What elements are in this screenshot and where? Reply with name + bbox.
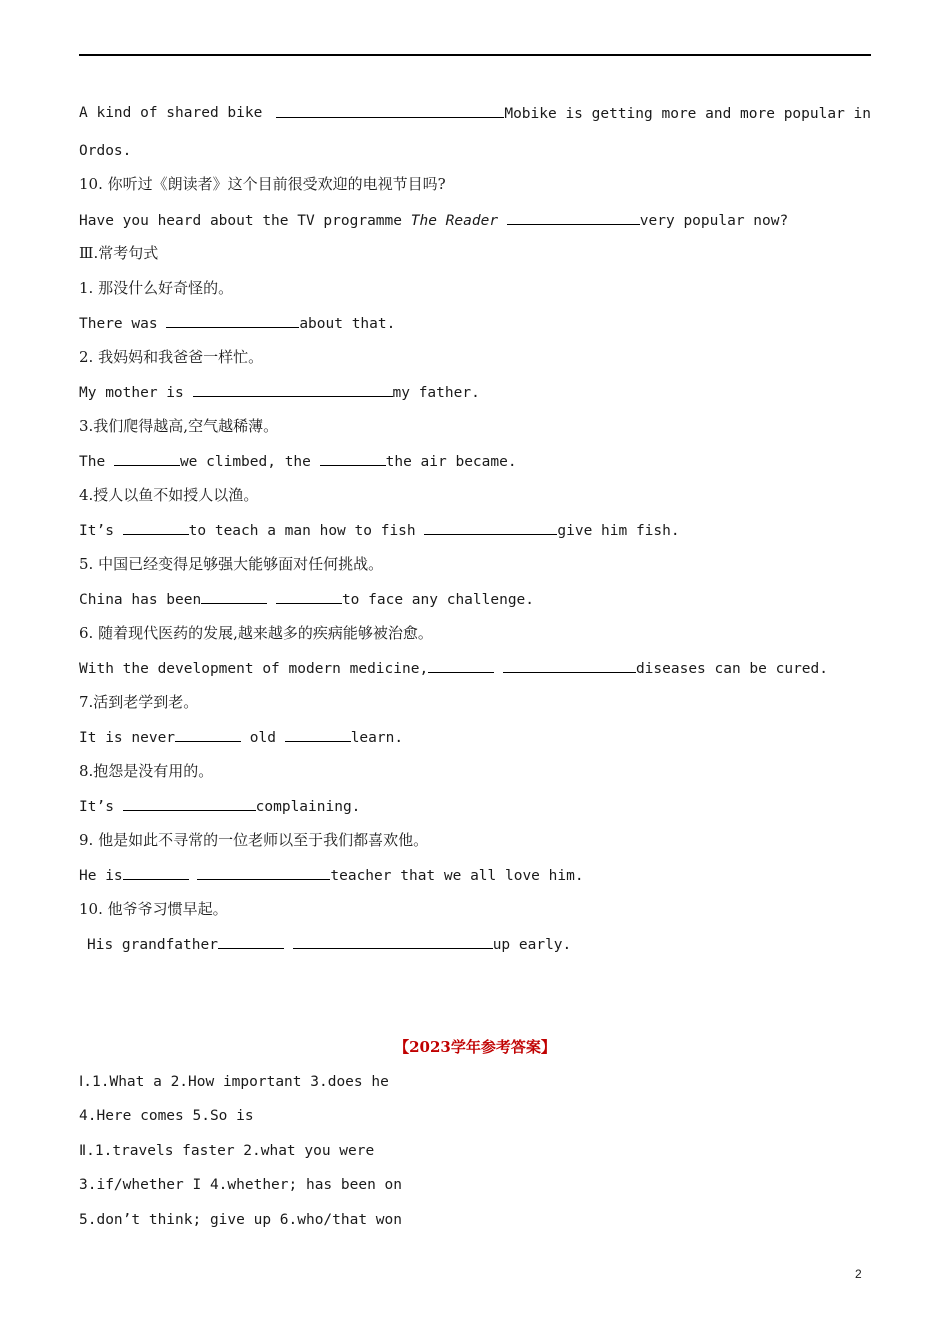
- answer-line-4: 3.if/whether I 4.whether; has been on: [79, 1177, 403, 1193]
- text: we climbed, the: [179, 454, 311, 470]
- answer-blank: [123, 520, 189, 535]
- english-sentence-8: [79, 796, 871, 817]
- text: learn.: [350, 730, 404, 746]
- english-sentence-9: [79, 865, 871, 886]
- english-sentence-1: [79, 313, 871, 334]
- text: diseases can be cured.: [635, 661, 828, 677]
- chinese-prompt-9: 9. 他是如此不寻常的一位老师以至于我们都喜欢他。: [79, 831, 429, 849]
- answer-blank: [197, 865, 330, 880]
- text: It’s: [79, 799, 114, 815]
- chinese-prompt-5: 5. 中国已经变得足够强大能够面对任何挑战。: [79, 555, 384, 573]
- text: up early.: [492, 937, 572, 953]
- answer-line-2: 4.Here comes 5.So is: [79, 1108, 254, 1124]
- chinese-prompt-7: 7.活到老学到老。: [79, 693, 199, 711]
- sentence-line-1: [79, 103, 871, 124]
- chinese-prompt-10: 10. 你听过《朗读者》这个目前很受欢迎的电视节目吗?: [79, 175, 446, 193]
- answer-key-title: 【2023学年参考答案】: [394, 1038, 556, 1056]
- text: my father.: [392, 385, 480, 401]
- text: A kind of shared bike: [79, 105, 263, 121]
- answer-blank: [166, 313, 299, 328]
- chinese-prompt-2: 2. 我妈妈和我爸爸一样忙。: [79, 348, 264, 366]
- answer-blank: [424, 520, 557, 535]
- answer-blank: [428, 658, 494, 673]
- answer-blank: [320, 451, 386, 466]
- answer-blank: [285, 727, 351, 742]
- section-heading-3: Ⅲ.常考句式: [79, 244, 159, 262]
- chinese-prompt-3: 3.我们爬得越高,空气越稀薄。: [79, 417, 279, 435]
- text: There was: [79, 316, 158, 332]
- text: Mobike is getting more and more popular in: [504, 106, 871, 122]
- text: to teach a man how to fish: [188, 523, 416, 539]
- answer-blank: [276, 589, 342, 604]
- text: teacher that we all love him.: [330, 868, 584, 884]
- text: It is never: [79, 730, 176, 746]
- answer-blank: [276, 103, 504, 118]
- english-sentence-3: [79, 451, 871, 472]
- text: His grandfather: [87, 937, 218, 953]
- answer-blank: [123, 865, 189, 880]
- english-sentence-4: [79, 520, 871, 541]
- page-number: 2: [855, 1267, 862, 1281]
- english-sentence-5: [79, 589, 871, 610]
- english-sentence-6: [79, 658, 871, 679]
- text: My mother is: [79, 385, 184, 401]
- chinese-prompt-6: 6. 随着现代医药的发展,越来越多的疾病能够被治愈。: [79, 624, 433, 642]
- text: very popular now?: [639, 213, 789, 229]
- english-sentence-10: [79, 210, 871, 231]
- english-sentence-2: [79, 382, 871, 403]
- programme-title: The Reader: [410, 213, 499, 229]
- answer-line-5: 5.don’t think; give up 6.who/that won: [79, 1212, 403, 1228]
- english-sentence-10b: [87, 934, 879, 955]
- english-sentence-7: [79, 727, 871, 748]
- answer-blank: [503, 658, 636, 673]
- header-rule: [79, 54, 871, 56]
- chinese-prompt-1: 1. 那没什么好奇怪的。: [79, 279, 234, 297]
- answer-blank: [114, 451, 180, 466]
- text: Have you heard about the TV programme: [79, 213, 403, 229]
- text: to face any challenge.: [341, 592, 535, 608]
- answer-blank: [293, 934, 493, 949]
- text: complaining.: [255, 799, 361, 815]
- text: He is: [79, 868, 123, 884]
- text: It’s: [79, 523, 114, 539]
- answer-blank: [175, 727, 241, 742]
- sentence-line-2: Ordos.: [79, 143, 132, 159]
- answer-blank: [201, 589, 267, 604]
- text: give him fish.: [557, 523, 680, 539]
- answer-blank: [193, 382, 393, 397]
- text: old: [249, 730, 276, 746]
- chinese-prompt-4: 4.授人以鱼不如授人以渔。: [79, 486, 259, 504]
- text: With the development of modern medicine,: [79, 661, 429, 677]
- text: China has been: [79, 592, 202, 608]
- chinese-prompt-10b: 10. 他爷爷习惯早起。: [79, 900, 228, 918]
- text: The: [79, 454, 106, 470]
- answer-blank: [218, 934, 284, 949]
- chinese-prompt-8: 8.抱怨是没有用的。: [79, 762, 214, 780]
- answer-line-1: Ⅰ.1.What a 2.How important 3.does he: [79, 1074, 389, 1090]
- answer-blank: [123, 796, 256, 811]
- answer-line-3: Ⅱ.1.travels faster 2.what you were: [79, 1143, 375, 1159]
- answer-blank: [507, 210, 640, 225]
- text: about that.: [299, 316, 396, 332]
- text: the air became.: [385, 454, 517, 470]
